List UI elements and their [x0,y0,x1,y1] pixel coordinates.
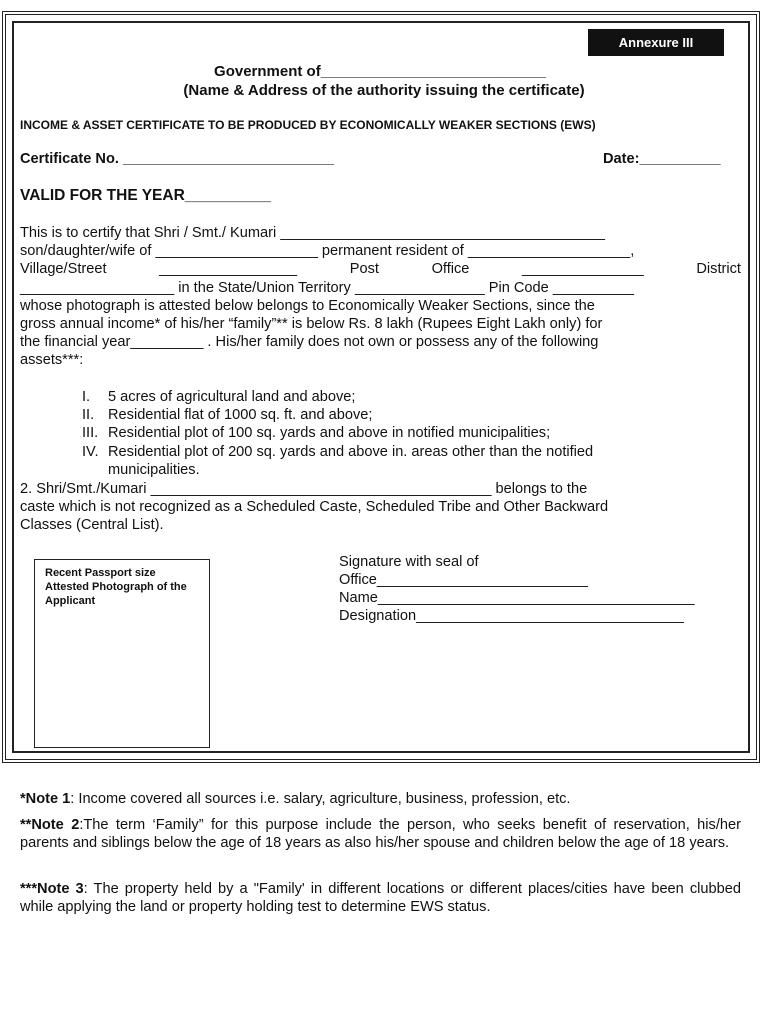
government-text: Government of___________________________ [214,63,546,80]
assets-list [82,388,742,479]
body-line: whose photograph is attested below belongs to Economically Weaker Sections, since the [20,297,595,314]
caste-line: caste which is not recognized as a Scheduled Caste, Scheduled Tribe and Other Backward [20,499,609,516]
asset-number: IV. [82,443,99,460]
asset-number: II. [82,407,95,424]
body-line: son/daughter/wife of ____________________ permanent resident of ____________________, [20,243,635,260]
certificate-date: Date:__________ [603,151,721,167]
district-label: District [696,261,741,278]
asset-number: III. [82,425,99,442]
signature-block [339,553,694,625]
caste-line: 2. Shri/Smt./Kumari __________________________________________ belongs to the [20,481,588,497]
certificate-title: INCOME & ASSET CERTIFICATE TO BE PRODUCED BY ECONOMICALLY WEAKER SECTIONS (EWS) [20,118,596,132]
asset-item [82,443,742,461]
asset-text: Residential plot of 100 sq. yards and above in notified municipalities; [108,425,551,442]
note-3-prefix: ***Note 3 [20,881,84,897]
certificate-number: Certificate No. __________________________ [20,151,335,167]
note-3-text: : The property held by a "Family' in different locations or different places/cities have been clubbed while applying the land or property holding test to determine EWS status. [20,881,741,916]
body-line: ___________________ in the State/Union Territory ________________ Pin Code __________ [20,279,634,296]
note-2-text: :The term ‘Family” for this purpose include the person, who seeks benefit of reservation, his/her parents and siblings below the age of 18 years as also his/her spouse and children below the age of 18 years. [20,817,741,852]
caste-paragraph [20,480,741,535]
photo-box [34,559,210,748]
photo-box-label: Recent Passport size Attested Photograph of the Applicant [45,567,187,607]
body-line: gross annual income* of his/her “family”** is below Rs. 8 lakh (Rupees Eight Lakh only) for [20,316,603,333]
asset-item [82,388,742,406]
asset-text: Residential flat of 1000 sq. ft. and above; [108,407,373,424]
signature-name: Name_______________________________________ [339,590,695,606]
note-1-text: : Income covered all sources i.e. salary, agriculture, business, profession, etc. [70,791,571,807]
asset-number [82,461,108,479]
post-office-blank: _______________ [522,261,644,278]
body-line: This is to certify that Shri / Smt./ Kumari ________________________________________ [20,225,605,241]
asset-item [82,424,742,442]
asset-item [82,461,742,479]
annexure-label: Annexure III [588,29,724,56]
signature-designation: Designation_________________________________ [339,608,684,624]
asset-item [82,406,742,424]
asset-text: municipalities. [108,461,200,478]
valid-for-year: VALID FOR THE YEAR__________ [20,187,271,204]
post-label: Post [349,261,379,278]
signature-office: Office__________________________ [339,572,588,588]
village-label: Village/Street [20,261,107,278]
body-line-village [20,260,741,278]
asset-number: I. [82,389,91,405]
signature-heading: Signature with seal of [339,554,479,570]
note-2 [20,816,741,852]
body-line: the financial year_________ . His/her family does not own or possess any of the following [20,334,599,351]
note-1 [20,790,741,808]
office-label: Office [431,261,470,278]
note-1-prefix: *Note 1 [20,791,71,807]
certificate-body [20,224,741,370]
government-line [0,63,768,80]
authority-line: (Name & Address of the authority issuing the certificate) [183,82,585,99]
asset-text: 5 acres of agricultural land and above; [108,389,356,405]
note-2-prefix: **Note 2 [20,817,80,833]
body-line: assets***: [20,352,84,369]
caste-line: Classes (Central List). [20,517,164,534]
village-blank: _________________ [159,261,298,278]
asset-text: Residential plot of 200 sq. yards and above in. areas other than the notified [108,443,594,460]
note-3 [20,880,741,916]
